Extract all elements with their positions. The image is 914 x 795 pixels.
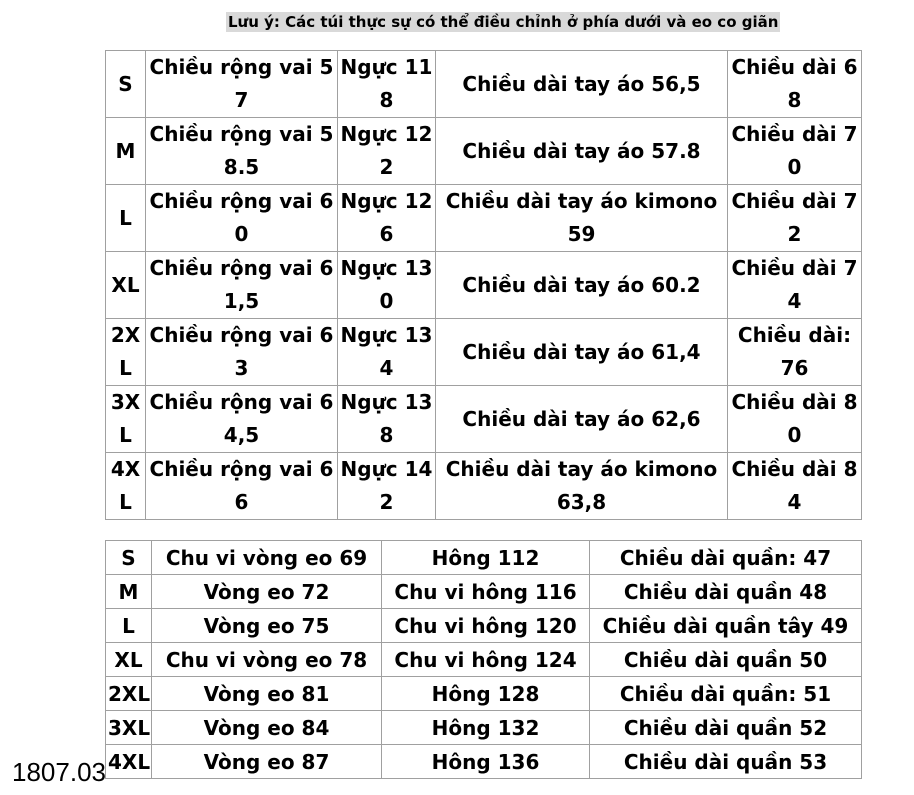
- cell-chest: Ngực 118: [338, 51, 436, 118]
- cell-shoulder: Chiều rộng vai 64,5: [146, 386, 338, 453]
- cell-waist: Chu vi vòng eo 78: [152, 643, 382, 677]
- cell-chest: Ngực 130: [338, 252, 436, 319]
- cell-waist: Vòng eo 81: [152, 677, 382, 711]
- top-table-row: [106, 386, 862, 453]
- cell-size: L: [106, 609, 152, 643]
- cell-size: 2XL: [106, 319, 146, 386]
- bottom-table-row: [106, 541, 862, 575]
- cell-length: Chiều dài 74: [728, 252, 862, 319]
- cell-size: 4XL: [106, 453, 146, 520]
- cell-size: XL: [106, 643, 152, 677]
- cell-length: Chiều dài 68: [728, 51, 862, 118]
- product-code: 1807.03: [12, 757, 106, 787]
- cell-chest: Ngực 134: [338, 319, 436, 386]
- cell-length: Chiều dài 72: [728, 185, 862, 252]
- cell-sleeve: Chiều dài tay áo 56,5: [436, 51, 728, 118]
- cell-shoulder: Chiều rộng vai 60: [146, 185, 338, 252]
- cell-length: Chiều dài 70: [728, 118, 862, 185]
- cell-size: M: [106, 118, 146, 185]
- cell-sleeve: Chiều dài tay áo kimono 63,8: [436, 453, 728, 520]
- cell-shoulder: Chiều rộng vai 63: [146, 319, 338, 386]
- cell-size: 2XL: [106, 677, 152, 711]
- cell-sleeve: Chiều dài tay áo 57.8: [436, 118, 728, 185]
- cell-size: 4XL: [106, 745, 152, 779]
- bottom-table-row: [106, 575, 862, 609]
- cell-shoulder: Chiều rộng vai 58.5: [146, 118, 338, 185]
- cell-size: L: [106, 185, 146, 252]
- bottom-table-row: [106, 677, 862, 711]
- cell-pants-length: Chiều dài quần 52: [590, 711, 862, 745]
- cell-hip: Chu vi hông 124: [382, 643, 590, 677]
- bottom-table-row: [106, 609, 862, 643]
- cell-pants-length: Chiều dài quần 48: [590, 575, 862, 609]
- cell-sleeve: Chiều dài tay áo 60.2: [436, 252, 728, 319]
- cell-hip: Hông 132: [382, 711, 590, 745]
- cell-chest: Ngực 142: [338, 453, 436, 520]
- cell-chest: Ngực 122: [338, 118, 436, 185]
- cell-pants-length: Chiều dài quần 50: [590, 643, 862, 677]
- cell-chest: Ngực 138: [338, 386, 436, 453]
- top-table-row: [106, 252, 862, 319]
- cell-waist: Vòng eo 72: [152, 575, 382, 609]
- bottom-table-row: [106, 745, 862, 779]
- cell-size: S: [106, 51, 146, 118]
- cell-sleeve: Chiều dài tay áo 62,6: [436, 386, 728, 453]
- cell-hip: Hông 136: [382, 745, 590, 779]
- cell-pants-length: Chiều dài quần tây 49: [590, 609, 862, 643]
- top-table-row: [106, 51, 862, 118]
- cell-sleeve: Chiều dài tay áo 61,4: [436, 319, 728, 386]
- bottom-table-row: [106, 711, 862, 745]
- cell-hip: Hông 128: [382, 677, 590, 711]
- cell-pants-length: Chiều dài quần: 47: [590, 541, 862, 575]
- cell-length: Chiều dài 80: [728, 386, 862, 453]
- top-table-row: [106, 453, 862, 520]
- cell-hip: Hông 112: [382, 541, 590, 575]
- cell-size: S: [106, 541, 152, 575]
- cell-pants-length: Chiều dài quần 53: [590, 745, 862, 779]
- cell-hip: Chu vi hông 116: [382, 575, 590, 609]
- note-banner: Lưu ý: Các túi thực sự có thể điều chỉnh ở phía dưới và eo co giãn: [228, 13, 779, 31]
- bottom-table-row: [106, 643, 862, 677]
- cell-length: Chiều dài 84: [728, 453, 862, 520]
- cell-waist: Chu vi vòng eo 69: [152, 541, 382, 575]
- cell-pants-length: Chiều dài quần: 51: [590, 677, 862, 711]
- cell-length: Chiều dài: 76: [728, 319, 862, 386]
- top-table-row: [106, 118, 862, 185]
- cell-waist: Vòng eo 84: [152, 711, 382, 745]
- cell-shoulder: Chiều rộng vai 66: [146, 453, 338, 520]
- cell-size: M: [106, 575, 152, 609]
- cell-shoulder: Chiều rộng vai 61,5: [146, 252, 338, 319]
- cell-chest: Ngực 126: [338, 185, 436, 252]
- cell-waist: Vòng eo 87: [152, 745, 382, 779]
- top-size-table: [105, 50, 862, 520]
- cell-size: 3XL: [106, 711, 152, 745]
- top-table-row: [106, 185, 862, 252]
- cell-size: XL: [106, 252, 146, 319]
- bottom-size-table: [105, 540, 862, 779]
- cell-sleeve: Chiều dài tay áo kimono 59: [436, 185, 728, 252]
- top-table-row: [106, 319, 862, 386]
- cell-shoulder: Chiều rộng vai 57: [146, 51, 338, 118]
- cell-hip: Chu vi hông 120: [382, 609, 590, 643]
- cell-size: 3XL: [106, 386, 146, 453]
- cell-waist: Vòng eo 75: [152, 609, 382, 643]
